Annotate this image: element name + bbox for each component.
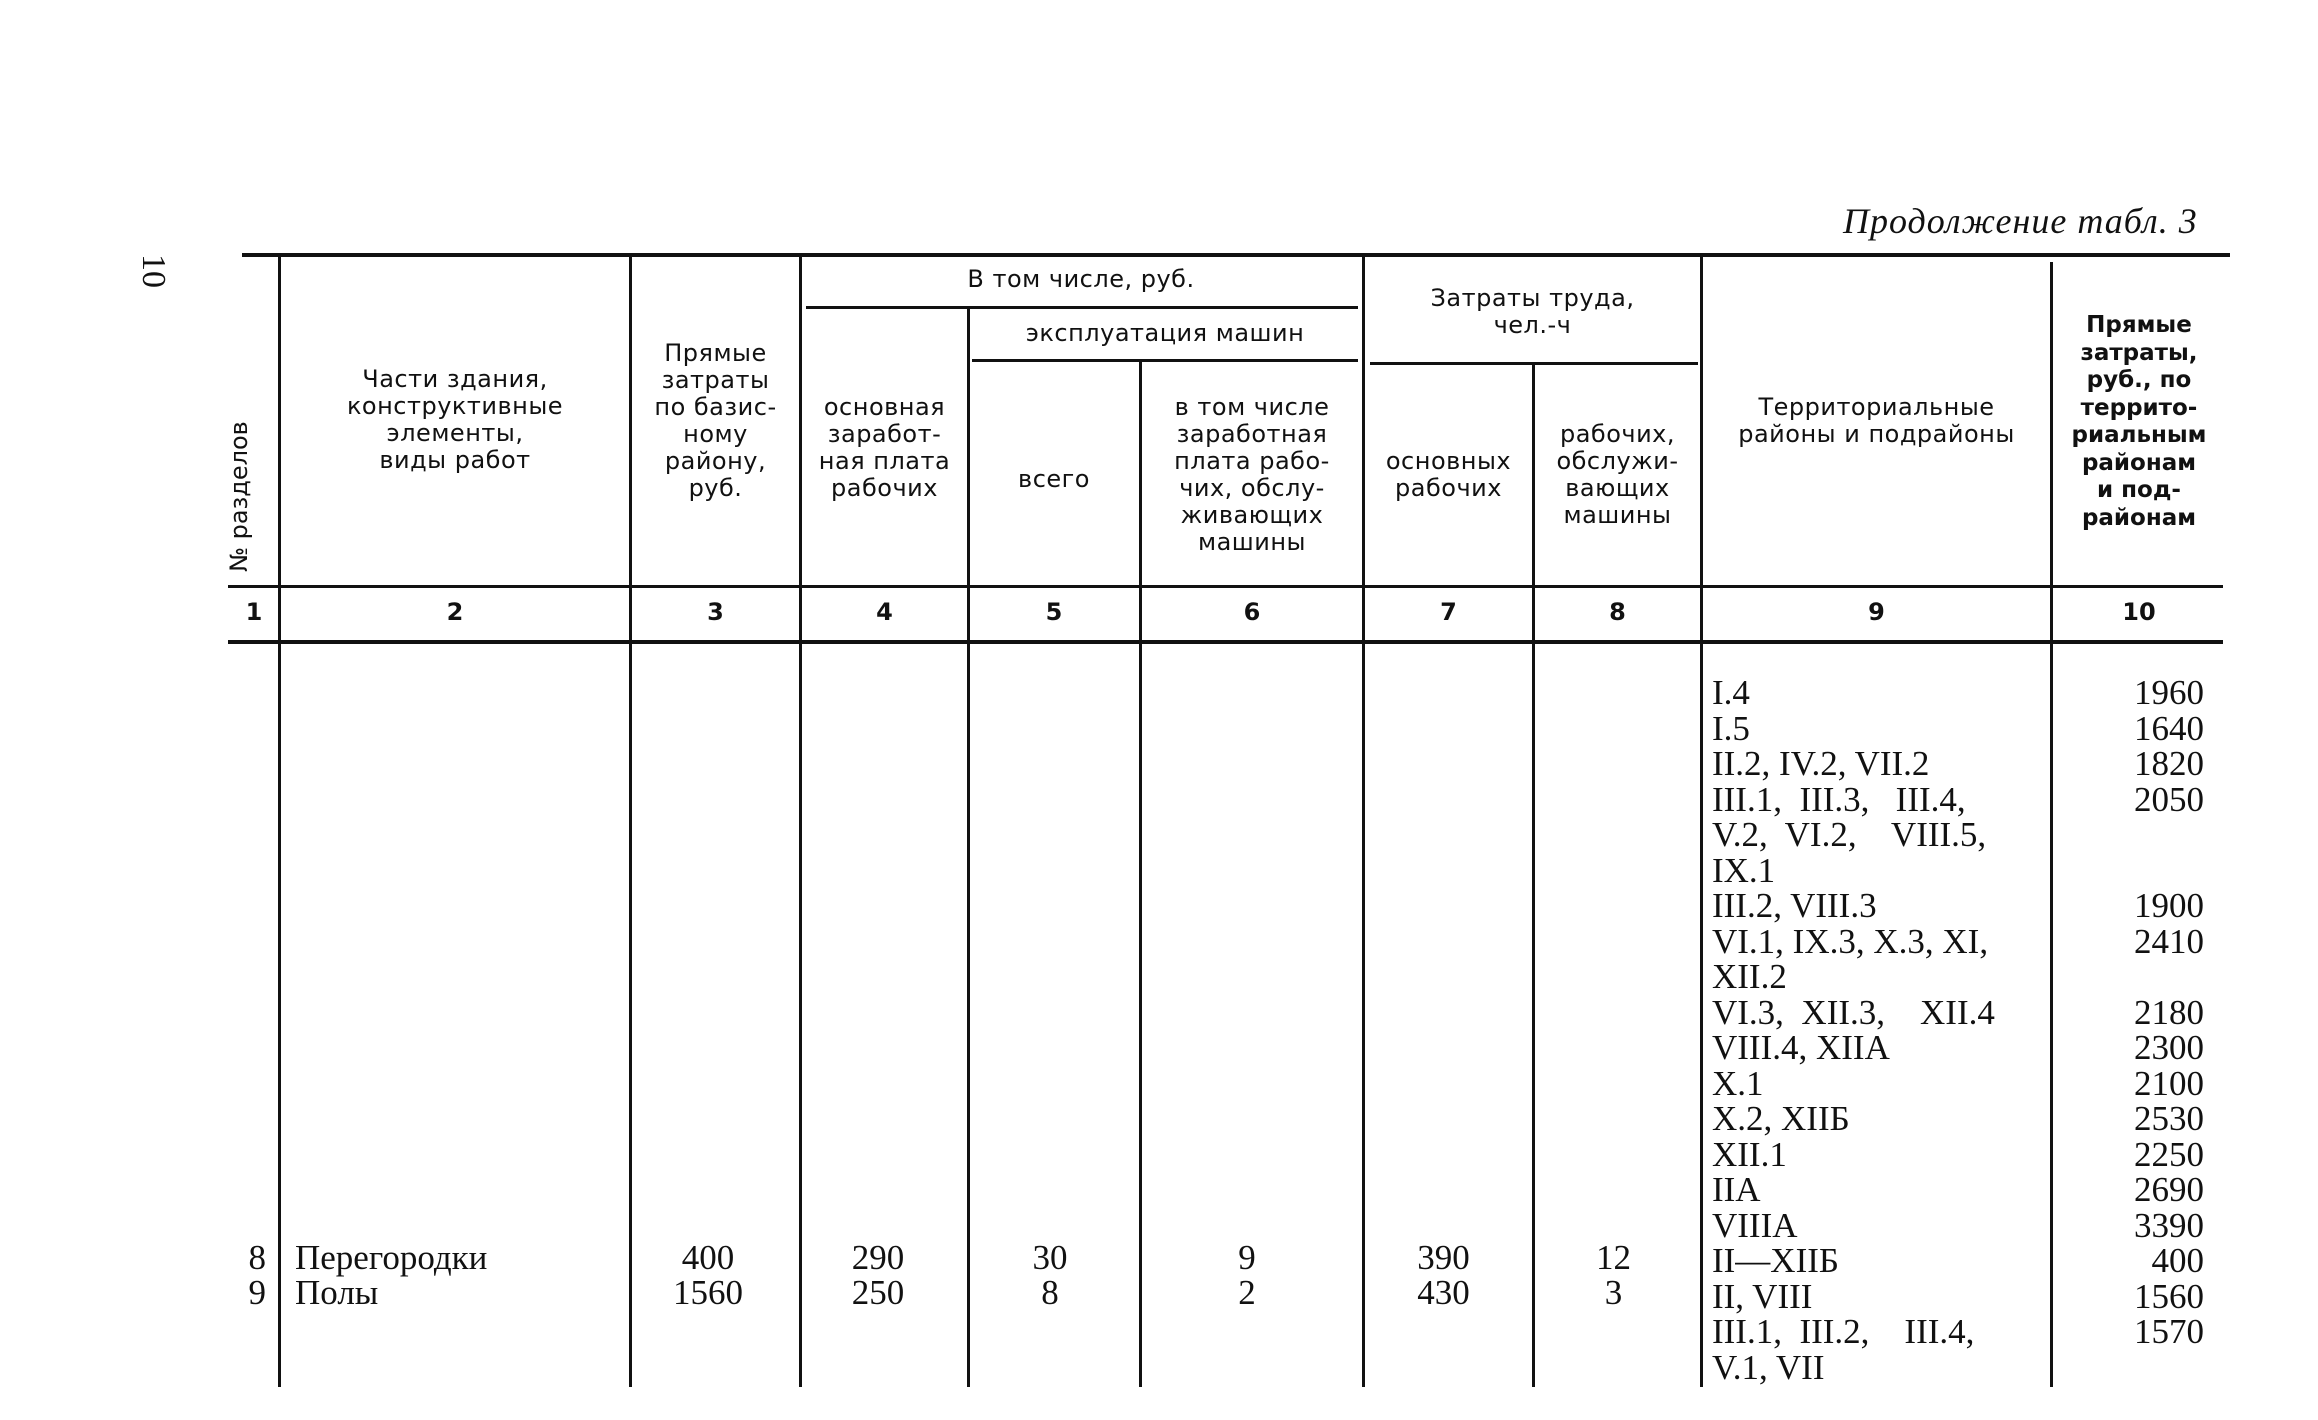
row-machine-operator-wages: 9 xyxy=(1238,1238,1256,1277)
region-name: III.1, III.2, III.4, xyxy=(1712,1312,1975,1351)
region-name: V.1, VII xyxy=(1712,1347,1825,1387)
region-cost: 1900 xyxy=(2134,886,2204,925)
header-base-cost: Прямые затраты по базис- ному району, руб. xyxy=(654,339,777,502)
row-machines-total: 30 xyxy=(1032,1238,1068,1277)
row-number: 8 xyxy=(248,1238,266,1277)
region-name: III.1, III.3, III.4, xyxy=(1712,779,1966,819)
region-cost: 2180 xyxy=(2134,992,2204,1032)
col-rule-3 xyxy=(799,257,802,1387)
column-number: 9 xyxy=(1868,598,1885,626)
row-machine-workers: 12 xyxy=(1596,1238,1631,1277)
region-name: I.4 xyxy=(1712,673,1750,712)
region-name: V.2, VI.2, VIII.5, xyxy=(1712,815,1987,854)
region-cost: 2100 xyxy=(2134,1063,2204,1103)
column-number: 2 xyxy=(446,598,464,626)
region-name: II.2, IV.2, VII.2 xyxy=(1712,744,1930,783)
header-base-wages: основная заработ- ная плата рабочих xyxy=(818,393,951,502)
column-number: 7 xyxy=(1440,598,1457,626)
col-rule-5 xyxy=(1139,362,1142,1387)
region-name: II—XIIБ xyxy=(1712,1241,1839,1280)
region-name: I.5 xyxy=(1712,708,1750,748)
row-base-cost: 1560 xyxy=(673,1273,743,1312)
col-rule-8 xyxy=(1700,257,1703,1387)
row-name: Полы xyxy=(295,1273,379,1312)
row-machine-workers: 3 xyxy=(1604,1273,1623,1312)
header-group-cost: В том числе, руб. xyxy=(967,265,1195,293)
header-group-machines: эксплуатация машин xyxy=(1025,319,1305,347)
column-number: 6 xyxy=(1243,598,1261,626)
region-cost: 1960 xyxy=(2134,673,2204,712)
region-name: VI.3, XII.3, XII.4 xyxy=(1712,992,1995,1032)
region-cost: 3390 xyxy=(2134,1205,2204,1245)
row-base-cost: 400 xyxy=(681,1238,735,1277)
row-number: 9 xyxy=(248,1273,266,1312)
col-rule-1 xyxy=(278,257,281,1387)
region-name: XII.2 xyxy=(1712,957,1787,996)
region-name: VIII.4, XIIA xyxy=(1712,1028,1890,1067)
header-main-workers: основных рабочих xyxy=(1385,447,1512,502)
region-cost: 1570 xyxy=(2134,1312,2204,1351)
region-cost: 2050 xyxy=(2134,779,2204,819)
header-group-labor: Затраты труда, чел.-ч xyxy=(1430,284,1635,339)
region-cost: 2250 xyxy=(2134,1134,2204,1174)
region-name: IIA xyxy=(1712,1170,1761,1209)
table-caption: Продолжение табл. 3 xyxy=(1843,201,2198,241)
region-cost: 1820 xyxy=(2134,744,2204,783)
cost-group-rule xyxy=(806,306,1358,309)
header-machine-operator-wages: в том числе заработная плата рабо- чих, обслу- живающих машины xyxy=(1174,393,1330,556)
region-cost: 2410 xyxy=(2134,921,2204,961)
header-machine-workers: рабочих, обслужи- вающих машины xyxy=(1556,420,1679,529)
col-rule-2 xyxy=(629,257,632,1387)
table-top-rule xyxy=(242,253,2230,257)
region-name: III.2, VIII.3 xyxy=(1712,886,1877,925)
col-rule-9 xyxy=(2050,262,2053,1387)
region-name: IX.1 xyxy=(1712,850,1776,890)
region-cost: 1560 xyxy=(2134,1276,2204,1316)
region-name: II, VIII xyxy=(1712,1276,1813,1316)
header-building-parts: Части здания, конструктивные элементы, виды работ xyxy=(346,365,564,474)
row-base-wages: 290 xyxy=(851,1238,905,1277)
region-name: VI.1, IX.3, X.3, XI, xyxy=(1712,921,1989,961)
region-name: VIIIA xyxy=(1712,1205,1798,1245)
region-cost: 2690 xyxy=(2134,1170,2204,1209)
row-machine-operator-wages: 2 xyxy=(1238,1273,1256,1312)
column-number: 4 xyxy=(876,598,893,626)
header-machines-total: всего xyxy=(1018,465,1090,493)
col-rule-7 xyxy=(1532,365,1535,1387)
row-main-workers: 430 xyxy=(1417,1273,1470,1312)
row-machines-total: 8 xyxy=(1041,1273,1059,1312)
header-regional-cost: Прямые затраты, руб., по террито- риальным районам и под- районам xyxy=(2071,312,2207,531)
region-cost: 1640 xyxy=(2134,708,2204,748)
row-name: Перегородки xyxy=(295,1238,488,1277)
region-name: X.1 xyxy=(1712,1063,1764,1103)
row-main-workers: 390 xyxy=(1417,1238,1470,1277)
header-section-number: № разделов xyxy=(225,421,253,572)
numbers-bottom-rule xyxy=(228,640,2223,644)
row-base-wages: 250 xyxy=(851,1273,905,1312)
column-number: 3 xyxy=(707,598,724,626)
column-number: 5 xyxy=(1045,598,1063,626)
region-cost: 2530 xyxy=(2134,1099,2204,1138)
region-cost: 2300 xyxy=(2134,1028,2204,1067)
column-number: 8 xyxy=(1609,598,1626,626)
column-number: 10 xyxy=(2122,598,2156,626)
machines-group-rule xyxy=(972,359,1358,362)
page-number: 10 xyxy=(135,254,172,288)
region-name: XII.1 xyxy=(1712,1134,1787,1174)
region-cost: 400 xyxy=(2151,1241,2204,1280)
column-number: 1 xyxy=(245,598,263,626)
header-bottom-rule xyxy=(228,585,2223,588)
region-name: X.2, XIIБ xyxy=(1712,1099,1850,1138)
col-rule-6 xyxy=(1362,257,1365,1387)
header-regions: Территориальные районы и подрайоны xyxy=(1738,393,2015,448)
